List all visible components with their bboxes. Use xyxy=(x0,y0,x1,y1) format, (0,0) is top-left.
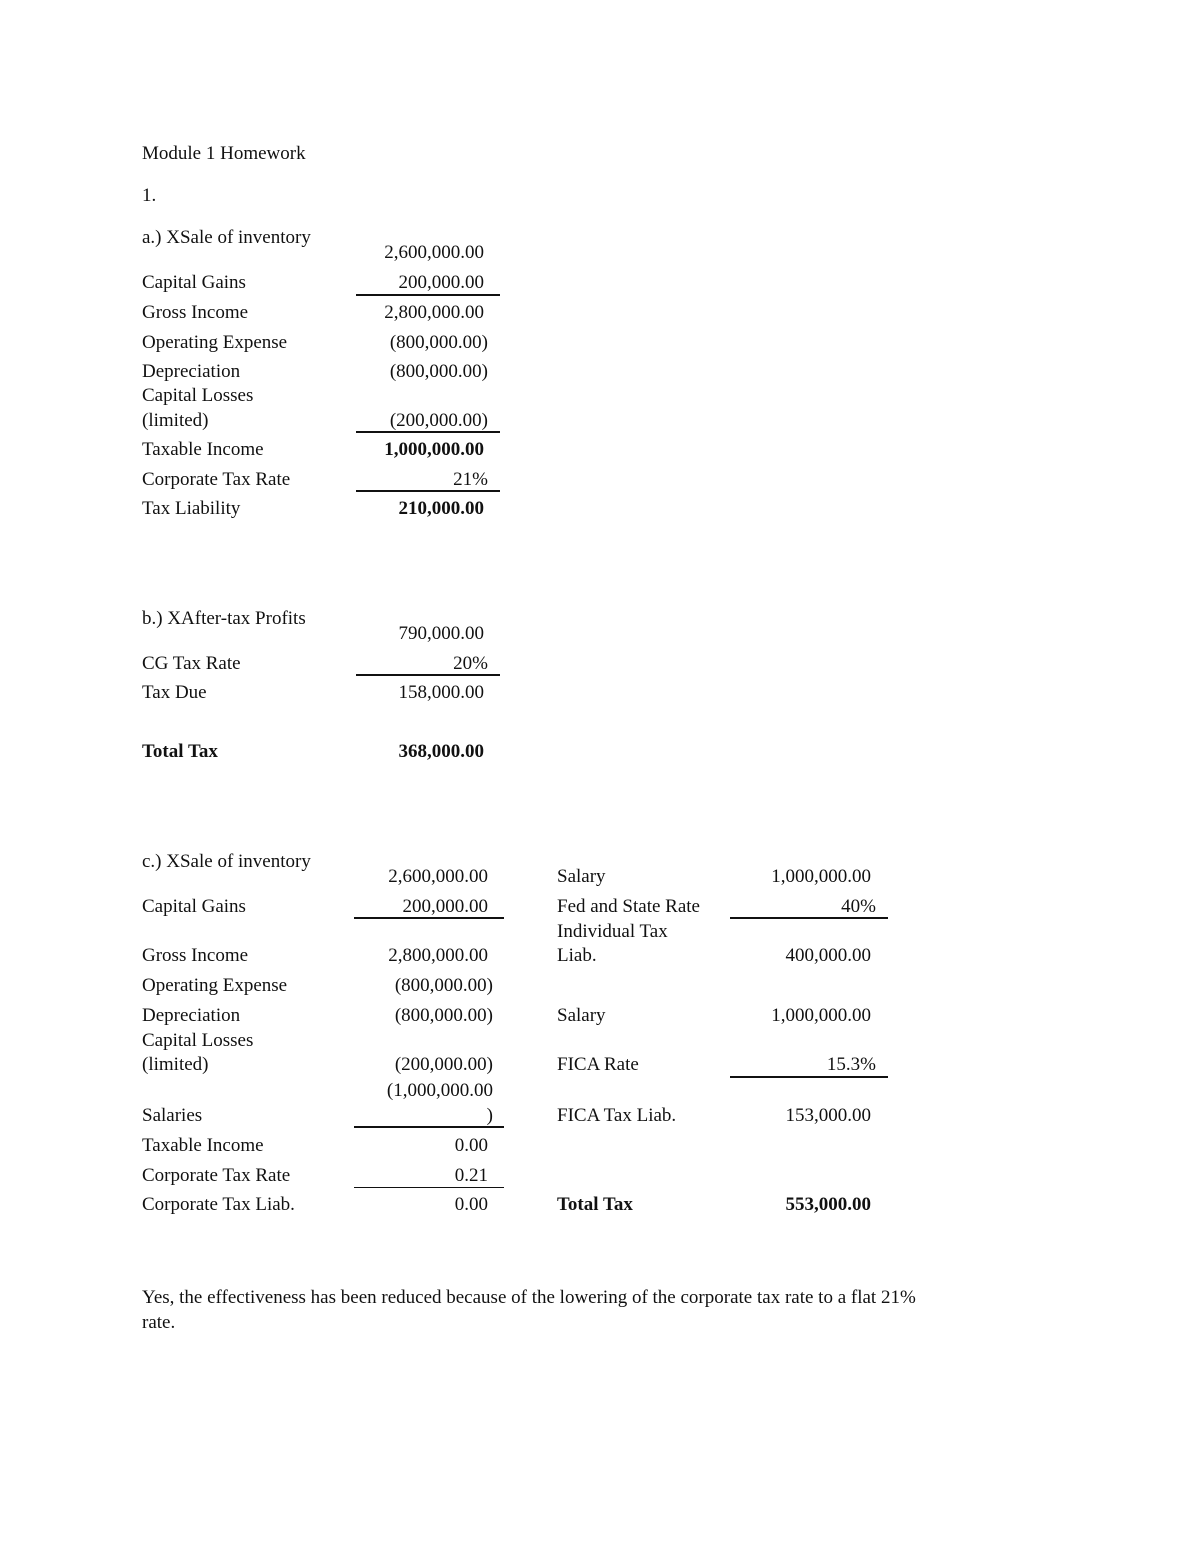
part-c-value: 200,000.00 xyxy=(402,896,488,917)
part-b-heading: b.) XAfter-tax Profits xyxy=(142,608,306,629)
part-a-label: Taxable Income xyxy=(142,439,264,460)
part-c-right-label: Salary xyxy=(557,1005,606,1026)
part-c-label: Depreciation xyxy=(142,1005,241,1026)
part-c-right-label: FICA Tax Liab. xyxy=(557,1105,677,1126)
part-c-right-value: 400,000.00 xyxy=(785,945,871,966)
underline xyxy=(356,490,500,492)
underline xyxy=(730,1076,888,1078)
underline xyxy=(356,674,500,676)
underline xyxy=(354,1187,504,1188)
part-c-value: (800,000.00) xyxy=(394,975,493,996)
part-a-label: Operating Expense xyxy=(142,332,288,353)
part-c-right-value: 153,000.00 xyxy=(785,1105,871,1126)
part-a-value: (200,000.00) xyxy=(389,410,488,431)
part-c-value: (800,000.00) xyxy=(394,1005,493,1026)
part-c-right-value: 15.3% xyxy=(826,1054,876,1075)
page-title: Module 1 Homework xyxy=(142,143,306,164)
part-a-label: Gross Income xyxy=(142,302,249,323)
part-a-sale-value: 2,600,000.00 xyxy=(384,242,484,263)
part-a-value: (800,000.00) xyxy=(389,361,488,382)
underline xyxy=(354,917,504,919)
part-a-label: Capital Losses xyxy=(142,385,254,406)
underline xyxy=(356,431,500,433)
part-a-value: (800,000.00) xyxy=(389,332,488,353)
underline xyxy=(356,294,500,296)
part-a-label: Capital Gains xyxy=(142,272,246,293)
part-c-right-label: Salary xyxy=(557,866,606,887)
part-b-value: 20% xyxy=(453,653,488,674)
part-c-value: (200,000.00) xyxy=(394,1054,493,1075)
part-b-label: Tax Due xyxy=(142,682,207,703)
part-c-total-value: 553,000.00 xyxy=(785,1194,871,1215)
underline xyxy=(354,1126,504,1128)
part-c-label: Operating Expense xyxy=(142,975,288,996)
part-c-total-label: Total Tax xyxy=(557,1194,633,1215)
part-a-value: 200,000.00 xyxy=(398,272,484,293)
part-c-right-value: 1,000,000.00 xyxy=(771,866,871,887)
part-c-right-label: Liab. xyxy=(557,945,597,966)
part-c-value: 2,600,000.00 xyxy=(388,866,488,887)
part-c-label: Capital Gains xyxy=(142,896,246,917)
part-c-value: 0.21 xyxy=(454,1165,488,1186)
part-c-label: (limited) xyxy=(142,1054,209,1075)
part-c-right-label: Fed and State Rate xyxy=(557,896,700,917)
part-a-tax-liability: 210,000.00 xyxy=(398,498,484,519)
part-a-label: Tax Liability xyxy=(142,498,241,519)
part-c-label: Corporate Tax Rate xyxy=(142,1165,291,1186)
part-c-right-label: Individual Tax xyxy=(557,921,668,942)
part-b-total-value: 368,000.00 xyxy=(398,741,484,762)
part-a-label: Depreciation xyxy=(142,361,241,382)
part-c-value: ) xyxy=(486,1105,493,1126)
part-b-value: 790,000.00 xyxy=(398,623,484,644)
part-c-label: Corporate Tax Liab. xyxy=(142,1194,295,1215)
conclusion-line-1: Yes, the effectiveness has been reduced because of the lowering of the corporate tax rate to a flat 21% xyxy=(142,1287,916,1308)
part-b-value: 158,000.00 xyxy=(398,682,484,703)
part-c-label: Gross Income xyxy=(142,945,249,966)
part-a-value: 21% xyxy=(453,469,488,490)
part-b-total-label: Total Tax xyxy=(142,741,218,762)
question-number: 1. xyxy=(142,185,157,206)
part-c-label: Taxable Income xyxy=(142,1135,264,1156)
part-c-value: 0.00 xyxy=(454,1194,488,1215)
part-c-right-value: 1,000,000.00 xyxy=(771,1005,871,1026)
part-c-label: Salaries xyxy=(142,1105,203,1126)
part-c-heading: c.) XSale of inventory xyxy=(142,851,311,872)
part-c-value: 2,800,000.00 xyxy=(388,945,488,966)
part-b-label: CG Tax Rate xyxy=(142,653,241,674)
part-a-value: 2,800,000.00 xyxy=(384,302,484,323)
underline xyxy=(730,917,888,919)
part-a-heading: a.) XSale of inventory xyxy=(142,227,311,248)
part-a-label: Corporate Tax Rate xyxy=(142,469,291,490)
part-c-right-label: FICA Rate xyxy=(557,1054,639,1075)
conclusion-line-2: rate. xyxy=(142,1312,176,1333)
part-c-right-value: 40% xyxy=(841,896,876,917)
part-c-label: Capital Losses xyxy=(142,1030,254,1051)
part-c-value: (1,000,000.00 xyxy=(386,1080,493,1101)
part-a-taxable-income: 1,000,000.00 xyxy=(384,439,484,460)
part-c-value: 0.00 xyxy=(454,1135,488,1156)
part-a-label: (limited) xyxy=(142,410,209,431)
